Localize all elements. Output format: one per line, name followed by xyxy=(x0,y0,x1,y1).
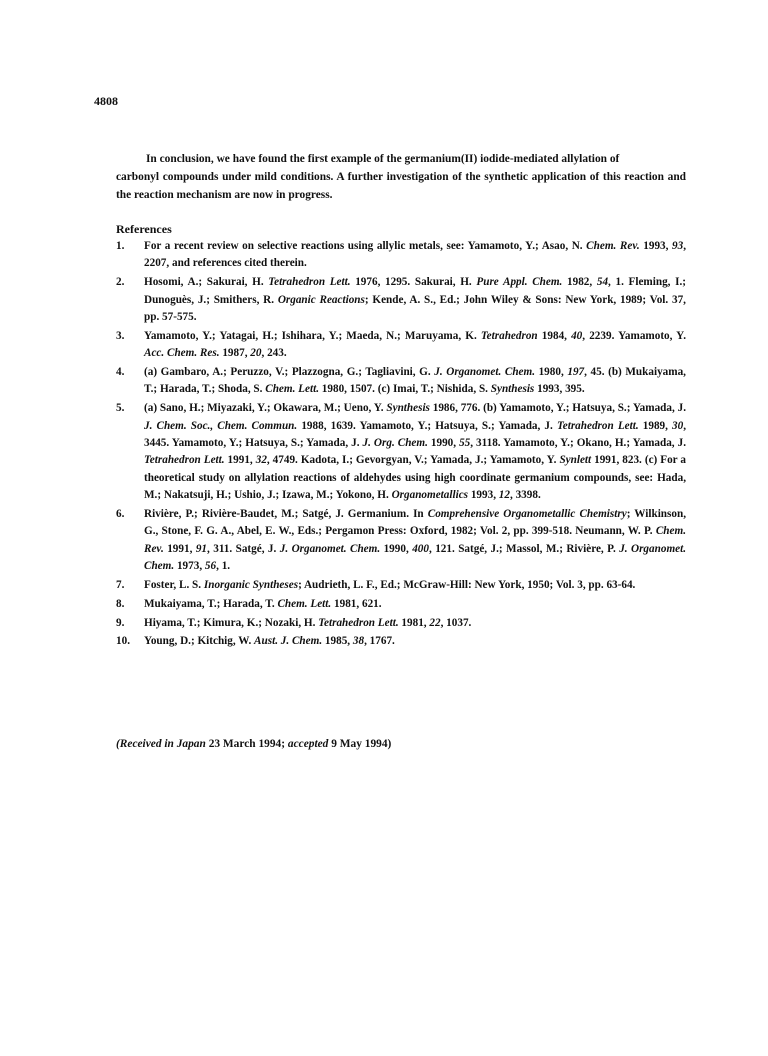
reference-segment: 1986, 776. (b) Yamamoto, Y.; Hatsuya, S.; Yamada, J. xyxy=(429,402,686,415)
reference-segment: Foster, L. S. xyxy=(144,579,204,592)
reference-italic: Tetrahedron xyxy=(480,329,538,342)
reference-italic: Synthesis xyxy=(386,402,430,415)
reference-italic: 30 xyxy=(672,419,684,432)
reference-segment: 1980, 1507. (c) Imai, T.; Nishida, S. xyxy=(319,383,491,396)
reference-text xyxy=(144,402,686,501)
reference-italic: Tetrahedron Lett. xyxy=(144,454,225,467)
reference-segment: , 3118. Yamamoto, Y.; Okano, H.; Yamada, J. xyxy=(470,437,686,450)
reference-italic: Aust. J. Chem. xyxy=(254,635,323,648)
reference-italic: Organometallics xyxy=(391,489,469,502)
reference-italic: Synlett xyxy=(559,454,592,467)
reference-segment: 1985, xyxy=(322,635,353,648)
reference-segment: 1981, 621. xyxy=(331,597,382,610)
reference-segment: 1991, xyxy=(224,454,256,467)
reference-italic: 32 xyxy=(255,454,267,467)
references-list xyxy=(116,238,686,652)
reference-italic: 40 xyxy=(571,329,583,342)
reference-item xyxy=(116,238,686,273)
conclusion-line-1: In conclusion, we have found the first example of the germanium(II) iodide-mediated allylation of xyxy=(146,153,620,165)
reference-segment: Hiyama, T.; Kimura, K.; Nozaki, H. xyxy=(144,616,319,629)
reference-segment: Young, D.; Kitchig, W. xyxy=(144,635,255,648)
reference-segment: ; Kende, A. S., Ed.; John Wiley & Sons: New York, 1989; Vol. 37, pp. 57-575. xyxy=(144,293,686,324)
reference-segment: , 121. Satgé, J.; Massol, M.; Rivière, P. xyxy=(428,542,620,555)
reference-italic: Comprehensive Organometallic Chemistry xyxy=(427,508,627,521)
reference-segment: 1993, xyxy=(639,240,673,252)
references-heading: References xyxy=(116,222,172,236)
reference-italic: 12 xyxy=(498,489,510,502)
reference-segment: ; Audrieth, L. F., Ed.; McGraw-Hill: New York, 1950; Vol. 3, pp. 63-64. xyxy=(298,579,636,592)
received-line xyxy=(116,738,391,750)
reference-italic: Pure Appl. Chem. xyxy=(476,276,563,289)
reference-italic: Acc. Chem. Res. xyxy=(144,347,220,360)
reference-segment: , 3398. xyxy=(509,489,541,502)
reference-segment: 1993, 395. xyxy=(534,383,585,396)
reference-italic: 22 xyxy=(429,616,441,629)
reference-segment: (a) Gambaro, A.; Peruzzo, V.; Plazzogna, G.; Tagliavini, G. xyxy=(144,366,435,379)
reference-item xyxy=(116,633,686,650)
reference-segment: , 2207, and references cited therein. xyxy=(144,240,687,270)
reference-segment: , 1. xyxy=(216,560,231,573)
reference-segment: , 45. (b) Mukaiyama, T.; Harada, T.; Shoda, S. xyxy=(144,366,686,396)
reference-item xyxy=(116,274,686,326)
reference-segment: 1987, xyxy=(219,347,251,360)
reference-text xyxy=(144,598,382,610)
reference-number: 4. xyxy=(116,366,125,379)
page-number: 4808 xyxy=(94,94,118,108)
reference-item xyxy=(116,596,686,613)
reference-number: 9. xyxy=(116,616,125,629)
reference-italic: J. Org. Chem. xyxy=(362,437,428,450)
reference-segment: 1990, xyxy=(427,437,460,450)
reference-italic: Synthesis xyxy=(490,383,535,396)
reference-italic: 197 xyxy=(567,366,585,379)
reference-item xyxy=(116,506,686,576)
reference-segment: 1982, xyxy=(562,276,597,289)
reference-text xyxy=(144,366,686,395)
reference-segment: 1988, 1639. Yamamoto, Y.; Hatsuya, S.; Yamada, J. xyxy=(297,419,557,432)
reference-number: 10. xyxy=(116,635,130,648)
reference-segment: 1990, xyxy=(380,542,413,555)
reference-italic: 93 xyxy=(672,240,684,252)
reference-segment: , 243. xyxy=(261,347,287,360)
reference-number: 6. xyxy=(116,508,125,521)
reference-italic: Tetrahedron Lett. xyxy=(268,276,351,289)
reference-item xyxy=(116,577,686,594)
reference-segment: , 1767. xyxy=(364,635,395,648)
reference-text xyxy=(144,276,686,323)
reference-italic: Organic Reactions xyxy=(277,293,365,306)
accepted-date: 9 May 1994) xyxy=(328,738,392,750)
reference-text xyxy=(144,579,635,591)
reference-segment: 1973, xyxy=(174,560,205,573)
reference-number: 3. xyxy=(116,329,125,342)
conclusion-paragraph xyxy=(116,150,686,204)
reference-segment: , 311. Satgé, J. xyxy=(207,542,280,555)
reference-number: 2. xyxy=(116,276,125,289)
accepted-label: accepted xyxy=(287,738,329,750)
reference-segment: Hosomi, A.; Sakurai, H. xyxy=(144,276,269,289)
reference-number: 5. xyxy=(116,402,125,415)
reference-number: 1. xyxy=(116,240,125,252)
reference-italic: Chem. Rev. xyxy=(586,240,640,252)
reference-italic: J. Organomet. Chem. xyxy=(144,542,687,573)
reference-text xyxy=(144,330,686,359)
conclusion-rest: carbonyl compounds under mild conditions. A further investigation of the synthetic application of this reaction and the reaction mechanism are now in progress. xyxy=(116,171,686,201)
reference-italic: 56 xyxy=(204,560,217,573)
reference-segment: 1991, 823. (c) For a theoretical study on allylation reactions of aldehydes using high coordinate germanium compounds, see: Hada, M.; Nakatsuji, H.; Ushio, J.; Izawa, M.; Yokono, H. xyxy=(144,454,687,502)
received-label: (Received in Japan xyxy=(116,738,206,750)
reference-text xyxy=(144,617,471,629)
reference-segment: , 3445. Yamamoto, Y.; Hatsuya, S.; Yamada, J. xyxy=(144,419,687,450)
reference-text xyxy=(144,635,395,647)
reference-segment: , 1. Fleming, I.; Dunoguès, J.; Smithers, R. xyxy=(144,276,687,306)
reference-item xyxy=(116,615,686,632)
reference-segment: 1984, xyxy=(537,329,572,342)
reference-segment: Rivière, P.; Rivière-Baudet, M.; Satgé, J. Germanium. In xyxy=(144,508,428,521)
reference-segment: For a recent review on selective reactions using allylic metals, see: Yamamoto, Y.; Asao, N. xyxy=(144,240,587,252)
reference-text xyxy=(144,240,686,269)
reference-segment: 1976, 1295. Sakurai, H. xyxy=(350,276,477,289)
reference-number: 7. xyxy=(116,579,125,592)
reference-italic: Inorganic Syntheses xyxy=(203,579,299,592)
received-date: 23 March 1994; xyxy=(205,738,288,750)
reference-item xyxy=(116,400,686,504)
reference-italic: 54 xyxy=(596,276,609,289)
reference-segment: 1980, xyxy=(535,366,568,379)
reference-italic: J. Organomet. Chem. xyxy=(279,542,381,555)
reference-italic: Chem. Lett. xyxy=(265,383,319,396)
reference-italic: 55 xyxy=(459,437,471,450)
reference-segment: , 4749. Kadota, I.; Gevorgyan, V.; Yamada, J.; Yamamoto, Y. xyxy=(266,454,560,467)
reference-item xyxy=(116,328,686,363)
reference-segment: 1981, xyxy=(398,616,430,629)
reference-italic: Tetrahedron Lett. xyxy=(318,616,399,629)
reference-italic: 91 xyxy=(195,542,207,555)
reference-italic: 38 xyxy=(352,635,365,648)
reference-segment: 1991, xyxy=(163,542,196,555)
reference-text xyxy=(144,508,686,572)
reference-number: 8. xyxy=(116,597,125,610)
reference-segment: 1993, xyxy=(468,489,499,502)
reference-segment: , 1037. xyxy=(440,616,472,629)
reference-segment: , 2239. Yamamoto, Y. xyxy=(582,329,686,342)
reference-italic: 400 xyxy=(412,542,429,555)
reference-italic: Chem. Rev. xyxy=(144,525,686,555)
reference-italic: Tetrahedron Lett. xyxy=(556,419,639,432)
reference-italic: Chem. Lett. xyxy=(277,597,332,610)
reference-item xyxy=(116,364,686,399)
reference-segment: ; Wilkinson, G., Stone, F. G. A., Abel, E. W., Eds.; Pergamon Press: Oxford, 1982; Vol. 2, pp. 399-518. Neumann, W. P. xyxy=(144,508,687,538)
reference-italic: 20 xyxy=(250,347,262,360)
reference-segment: Yamamoto, Y.; Yatagai, H.; Ishihara, Y.; Maeda, N.; Maruyama, K. xyxy=(144,329,481,342)
reference-segment: 1989, xyxy=(638,419,673,432)
reference-segment: (a) Sano, H.; Miyazaki, Y.; Okawara, M.; Ueno, Y. xyxy=(144,402,387,415)
reference-italic: J. Chem. Soc., Chem. Commun. xyxy=(144,419,298,432)
reference-segment: Mukaiyama, T.; Harada, T. xyxy=(144,597,278,610)
reference-italic: J. Organomet. Chem. xyxy=(434,366,535,379)
